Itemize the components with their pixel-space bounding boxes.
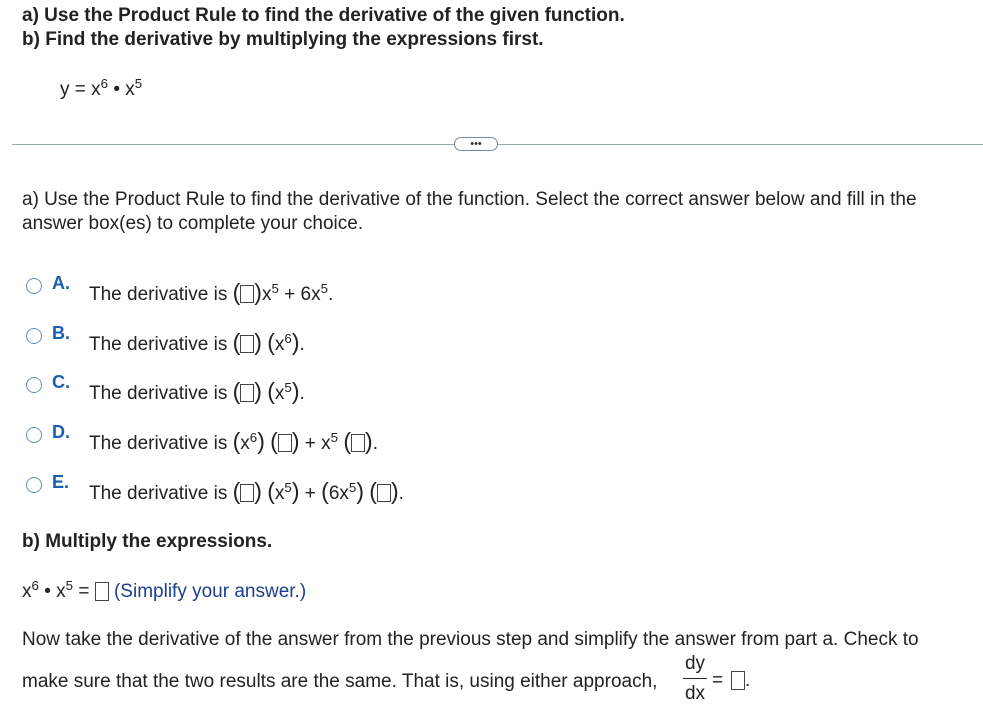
expand-button[interactable]: ••• [454,137,498,151]
radio-option-a[interactable] [26,278,42,294]
option-b-text: The derivative is [89,334,228,355]
option-e-text: The derivative is [89,483,228,504]
option-b: The derivative is ( ) $(x^6)$. [89,329,305,355]
option-e: The derivative is ( ) $(x^5) + (6x^5)$ ( ). [89,478,404,504]
option-e-input-2[interactable] [377,484,391,502]
option-d-input-2[interactable] [351,434,365,452]
option-d-letter: D. [52,422,70,442]
option-c-text: The derivative is [89,383,228,404]
radio-option-d[interactable] [26,427,42,443]
option-a: The derivative is ( )$x^5 + 6x^5$. [89,279,334,305]
option-b-input-1[interactable] [240,335,254,353]
final-equals: = [712,670,724,691]
function-expression: $y = x^6$ • $x^5$ [60,76,143,100]
multiply-answer-input[interactable] [95,582,109,601]
part-b-equation: $x^6$ • $x^5$ = (Simplify your answer.) [22,578,307,602]
simplify-hint: (Simplify your answer.) [113,581,307,602]
dy-label: dy [684,653,706,674]
final-instruction: Now take the derivative of the answer from the previous step and simplify the answer from part a. Check to [22,629,919,650]
radio-option-e[interactable] [26,477,42,493]
option-d: The derivative is $(x^6)$ ( ) + $x^5$ ( ). [89,428,378,454]
instruction-b: b) Find the derivative by multiplying the expressions first. [22,29,544,50]
instruction-a: a) Use the Product Rule to find the derivative of the given function. [22,5,625,26]
part-b-heading: b) Multiply the expressions. [22,531,273,552]
fraction-bar [683,678,707,679]
radio-option-b[interactable] [26,328,42,344]
option-c: The derivative is ( ) $(x^5)$. [89,378,305,404]
option-c-input-1[interactable] [240,384,254,402]
option-e-input-1[interactable] [240,484,254,502]
part-a-instruction-cont: answer box(es) to complete your choice. [22,213,364,234]
dydx-answer-input[interactable] [731,671,745,690]
option-b-letter: B. [52,323,70,343]
option-e-letter: E. [52,472,70,492]
part-a-instruction: a) Use the Product Rule to find the derivative of the function. Select the correct answer below and fill in the [22,189,917,210]
option-c-letter: C. [52,372,70,392]
radio-option-c[interactable] [26,377,42,393]
option-d-text: The derivative is [89,433,228,454]
final-instruction-cont: make sure that the two results are the same. That is, using either approach, [22,671,658,692]
dx-label: dx [684,683,706,704]
option-a-input-1[interactable] [240,285,254,303]
final-answer-wrap: . [731,670,750,692]
option-a-letter: A. [52,273,70,293]
option-a-text: The derivative is [89,284,228,305]
option-d-input-1[interactable] [278,434,292,452]
